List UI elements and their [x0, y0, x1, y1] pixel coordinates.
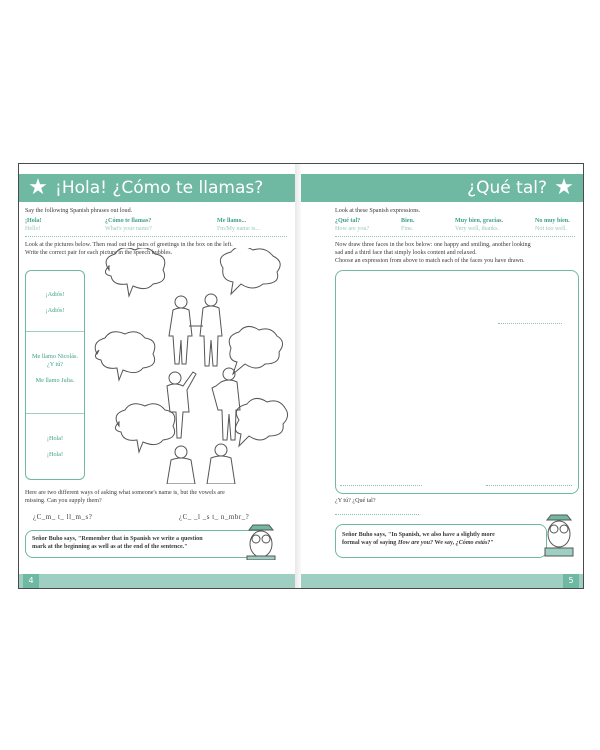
tip-text-2: [342, 540, 494, 547]
tip-text-part: We say,: [433, 540, 456, 546]
speech-bubble: [235, 398, 287, 446]
person-icon: [169, 296, 192, 364]
phrase-como-te-llamas: ¿Cómo te llamas?: [105, 218, 152, 224]
left-page-title: ¡Hola! ¿Cómo te llamas?: [55, 178, 264, 198]
greetings-illustration: [89, 248, 289, 484]
expr-muy-bien-translation: Very well, thanks.: [455, 226, 500, 232]
tip-text-part: ": [490, 540, 494, 546]
page-number-right: 5: [563, 574, 579, 588]
owl-icon: [539, 514, 579, 558]
person-icon: [200, 294, 222, 366]
instruction-vowels: Here are two different ways of asking what someone's name is, but the vowels are: [25, 490, 225, 496]
right-footer-bar: [301, 574, 583, 588]
question-y-tu: ¿Y tú? ¿Qué tal?: [335, 498, 376, 504]
divider: [26, 413, 84, 414]
pair-adios-b: ¡Adiós!: [45, 307, 65, 314]
instruction-look-expressions: Look at these Spanish expressions.: [335, 208, 421, 214]
page-number-left: 4: [23, 574, 39, 588]
book-gutter: [295, 164, 301, 588]
tip-text-italic: ¿Cómo estás?: [455, 540, 491, 546]
speech-bubble: [95, 332, 155, 380]
right-header-banner: [301, 174, 583, 202]
phrase-como-te-llamas-translation: What's your name?: [105, 226, 152, 232]
person-icon: [167, 372, 196, 438]
instruction-write-pairs: Write the correct pair for each picture in the speech bubbles.: [25, 250, 173, 256]
divider: [335, 236, 575, 237]
phrase-hola-translation: Hello!: [25, 226, 41, 232]
tip-box-right: [335, 524, 547, 558]
expr-que-tal: ¿Qué tal?: [335, 218, 361, 224]
phrase-hola: ¡Hola!: [25, 218, 42, 224]
phrase-me-llamo: Me llamo...: [217, 218, 247, 224]
pair-hola-a: ¡Hola!: [46, 435, 64, 442]
book-spread: [18, 163, 584, 589]
speech-bubble: [229, 326, 282, 374]
speech-bubble: [220, 248, 280, 294]
left-footer-bar: [19, 574, 295, 588]
expr-que-tal-translation: How are you?: [335, 226, 370, 232]
puzzle-como-te-llamas[interactable]: ¿C_m_ t_ ll_m_s?: [33, 513, 93, 521]
speech-bubble: [105, 248, 164, 296]
answer-line[interactable]: [486, 485, 572, 486]
instruction-say-phrases: Say the following Spanish phrases out loud.: [25, 208, 133, 214]
greeting-pairs-box: [25, 270, 85, 480]
star-icon: ★: [28, 175, 48, 200]
person-icon: [207, 444, 235, 484]
tip-box-left: [25, 530, 265, 558]
speech-bubble: [115, 404, 174, 452]
tip-text-italic: How are you?: [397, 540, 434, 546]
answer-line[interactable]: [498, 323, 562, 324]
owl-icon: [241, 524, 281, 560]
pair-hola-b: ¡Hola!: [46, 451, 64, 458]
right-page-title: ¿Qué tal?: [467, 178, 547, 198]
puzzle-cual-es-tu-nombre[interactable]: ¿C_ _l _s t_ n_mbr_?: [179, 513, 250, 521]
pair-adios-a: ¡Adiós!: [45, 291, 65, 298]
expr-bien-translation: Fine.: [401, 226, 414, 232]
answer-line[interactable]: [335, 514, 419, 515]
expr-no-muy-bien-translation: Not too well.: [535, 226, 567, 232]
instruction-draw-faces-1: Now draw three faces in the box below: one happy and smiling, another looking: [335, 242, 531, 248]
instruction-look-pictures: Look at the pictures below. Then read out the pairs of greetings in the box on the left.: [25, 242, 233, 248]
person-icon: [167, 446, 195, 484]
answer-line[interactable]: [340, 485, 422, 486]
instruction-vowels-2: missing. Can you supply them?: [25, 498, 102, 504]
draw-faces-box[interactable]: [335, 270, 579, 494]
divider: [25, 236, 287, 237]
instruction-draw-faces-3: Choose an expression from above to match each of the faces you have drawn.: [335, 258, 525, 264]
expr-muy-bien: Muy bien, gracias.: [455, 218, 504, 224]
phrase-me-llamo-translation: I'm/My name is...: [217, 226, 260, 232]
tip-text-2: mark at the beginning as well as at the end of the sentence.": [32, 544, 188, 550]
left-header-banner: [19, 174, 295, 202]
expr-no-muy-bien: No muy bien.: [535, 218, 570, 224]
star-icon: ★: [554, 175, 574, 200]
tip-text-1: Señor Buho says, "Remember that in Spanish we write a question: [32, 536, 203, 542]
expr-bien: Bien.: [401, 218, 415, 224]
divider: [26, 331, 84, 332]
tip-text-part: formal way of saying: [342, 540, 398, 546]
pair-me-llamo-b: Me llamo Julia.: [35, 377, 75, 384]
pair-me-llamo-a: Me llamo Nicolás. ¿Y tú?: [32, 353, 78, 368]
tip-text-1: Señor Buho says, "In Spanish, we also have a slightly more: [342, 532, 495, 538]
instruction-draw-faces-2: sad and a third face that simply looks content and relaxed.: [335, 250, 477, 256]
